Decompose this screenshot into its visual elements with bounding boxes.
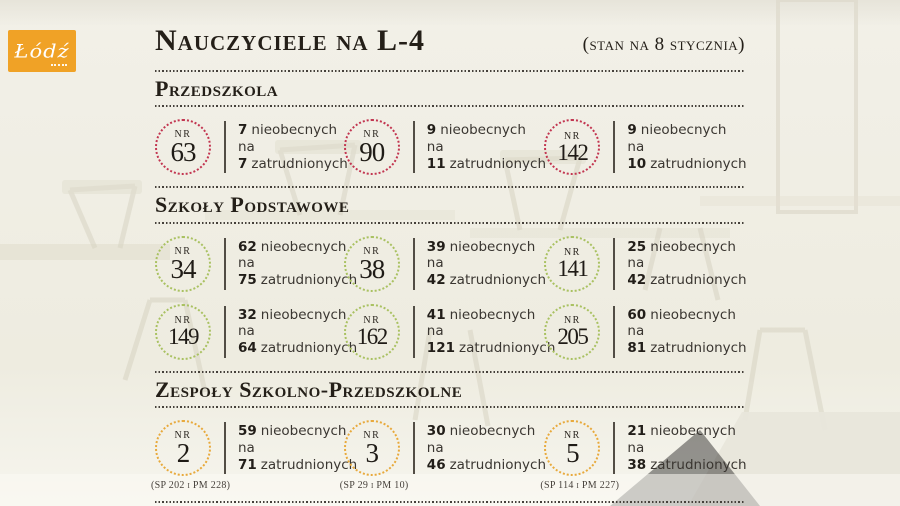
school-number-circle [344,420,400,476]
employed-count: 7 [238,156,248,173]
school-badge [544,304,600,360]
entry-divider [224,121,226,173]
na-label: na [627,439,645,456]
school-number: 3 [365,437,379,468]
absent-count: 21 [627,422,647,439]
employed-count: 64 [238,340,257,357]
school-badge [344,236,400,292]
school-number: 63 [170,137,196,168]
employed-count: 38 [627,456,647,473]
bottom-divider [155,501,745,503]
school-entry [544,229,745,297]
school-entry [155,297,358,365]
na-label: na [426,439,444,456]
page-subtitle: (stan na 8 stycznia) [582,34,745,55]
entry-stats [627,119,746,173]
absent-line [427,307,556,324]
entry-stats [427,119,546,173]
school-entry [155,112,348,180]
employed-line [427,272,546,289]
lodz-logo-text: Łódź [14,39,70,62]
absent-count: 59 [238,422,257,439]
school-number: 5 [566,437,579,468]
nr-label: NR [174,245,192,257]
entry-divider [613,306,615,358]
school-number-circle [155,236,211,292]
page-title: Nauczyciele na L-4 [155,24,426,57]
school-number-circle [544,304,600,360]
nr-label: NR [363,315,381,327]
employed-line [627,272,746,289]
absent-count: 39 [426,238,446,255]
school-badge [155,304,211,360]
school-badge [344,119,400,175]
absent-line [627,423,746,440]
employed-count: 11 [426,156,446,173]
absent-count: 60 [627,306,647,323]
school-units-caption: (SP 114 i PM 227) [540,479,620,491]
nr-label: NR [563,247,581,259]
section-entries [151,408,747,491]
school-number-circle [344,119,400,175]
school-entry [151,413,358,491]
section-2 [155,186,745,370]
na-label: na [238,439,255,456]
section-title: Szkoły Podstawowe [155,192,350,218]
na-label: na [627,255,645,272]
absent-line [627,307,746,324]
entry-divider [224,422,226,474]
nr-label: NR [174,315,192,327]
employed-line [238,272,357,289]
section-entries [155,107,745,186]
employed-count: 81 [627,340,647,357]
absent-count: 41 [426,306,446,323]
school-badge [544,236,600,292]
na-label: na [238,323,255,340]
employed-count: 10 [627,156,647,173]
school-entry [344,297,556,365]
na-label: na [627,139,645,156]
nr-label: NR [363,129,381,141]
section-title: Przedszkola [155,76,279,101]
school-units-caption: (SP 29 i PM 10) [339,479,409,491]
absent-label: nieobecnych [449,238,536,255]
absent-count: 7 [238,122,248,139]
school-entry [540,413,747,491]
lodz-logo [8,30,76,72]
employed-label: zatrudnionych [650,272,747,289]
school-badge [155,119,211,175]
school-number-circle [155,420,211,476]
school-badge [155,236,211,292]
employed-line [427,340,556,357]
nr-label: NR [563,315,581,327]
na-label: na [426,323,444,340]
na-label: na [426,139,444,156]
employed-label: zatrudnionych [260,272,358,289]
absent-count: 62 [238,238,257,255]
employed-line [238,340,357,357]
employed-line [427,457,546,474]
employed-count: 46 [426,456,446,473]
school-units-caption: (SP 202 i PM 228) [151,479,231,491]
entry-stats [427,420,546,474]
employed-line [627,457,746,474]
employed-count: 71 [238,456,257,473]
entry-divider [224,238,226,290]
absent-label: nieobecnych [640,122,727,139]
employed-line [627,156,746,173]
header [155,0,745,70]
na-label: na [238,255,255,272]
absent-line [427,122,546,139]
absent-line [238,122,348,139]
nr-label: NR [363,429,381,441]
employed-label: zatrudnionych [650,156,747,173]
absent-label: nieobecnych [449,422,536,439]
absent-line [627,239,746,256]
entry-stats [627,420,746,474]
section-title: Zespoły Szkolno-Przedszkolne [155,376,463,402]
entry-stats [238,236,357,290]
employed-line [627,340,746,357]
sections-container [151,70,747,491]
employed-count: 75 [238,272,257,289]
absent-label: nieobecnych [260,306,347,323]
employed-count: 42 [627,272,647,289]
nr-label: NR [563,131,581,143]
employed-label: zatrudnionych [260,340,358,357]
school-number-circle [544,420,600,476]
school-badge [339,420,409,491]
employed-line [238,457,357,474]
school-number: 142 [557,140,588,166]
section-top-divider [155,371,745,373]
lodz-logo-dots [51,64,67,66]
na-label: na [627,323,645,340]
entry-stats [238,420,357,474]
absent-label: nieobecnych [251,122,338,139]
absent-count: 30 [426,422,446,439]
section-1 [155,70,745,186]
entry-divider [413,422,415,474]
school-entry [339,413,547,491]
entry-divider [413,306,415,358]
employed-label: zatrudnionych [458,340,556,357]
absent-label: nieobecnych [650,422,736,439]
employed-line [427,156,546,173]
school-number: 205 [557,324,588,350]
school-number: 162 [356,324,387,350]
content-column [151,0,747,503]
section-entries [155,224,745,371]
absent-label: nieobecnych [449,306,536,323]
absent-line [427,239,546,256]
nr-label: NR [174,429,192,441]
school-entry [344,229,545,297]
section-top-divider [155,70,745,72]
absent-line [238,239,357,256]
absent-label: nieobecnych [260,238,347,255]
entry-divider [613,422,615,474]
absent-label: nieobecnych [440,122,526,139]
employed-count: 42 [426,272,446,289]
nr-label: NR [563,429,581,441]
school-entry [544,112,745,180]
school-number: 34 [170,253,196,284]
school-number: 149 [168,324,198,350]
nr-label: NR [363,245,381,257]
absent-count: 9 [627,122,637,139]
absent-label: nieobecnych [650,306,736,323]
school-number: 141 [557,256,588,282]
absent-line [238,307,357,324]
section-3 [151,371,747,491]
na-label: na [426,255,444,272]
employed-label: zatrudnionych [449,456,547,473]
absent-count: 9 [426,122,437,139]
school-entry [344,112,545,180]
school-number: 38 [359,253,385,284]
entry-stats [427,304,556,358]
employed-line [238,156,348,173]
school-badge [151,420,231,491]
absent-line [627,122,746,139]
school-number: 90 [359,137,385,168]
absent-count: 25 [627,238,647,255]
absent-label: nieobecnych [260,422,347,439]
employed-label: zatrudnionych [650,456,747,473]
school-number: 2 [176,437,190,468]
school-number-circle [544,119,600,175]
school-badge [344,304,400,360]
entry-divider [413,238,415,290]
school-entry [155,229,358,297]
entry-stats [627,304,746,358]
absent-line [427,423,546,440]
section-top-divider [155,186,745,188]
school-number-circle [544,236,600,292]
employed-count: 121 [426,340,455,357]
employed-label: zatrudnionych [650,340,747,357]
nr-label: NR [174,129,192,141]
school-entry [544,297,745,365]
entry-divider [613,238,615,290]
school-number-circle [344,236,400,292]
entry-divider [224,306,226,358]
entry-stats [238,304,357,358]
school-badge [540,420,620,491]
employed-label: zatrudnionych [251,156,348,173]
entry-divider [413,121,415,173]
absent-count: 32 [238,306,257,323]
school-badge [544,119,600,175]
entry-divider [613,121,615,173]
absent-line [238,423,357,440]
entry-stats [427,236,546,290]
employed-label: zatrudnionych [449,156,547,173]
absent-label: nieobecnych [650,238,736,255]
employed-label: zatrudnionych [449,272,547,289]
school-number-circle [344,304,400,360]
entry-stats [627,236,746,290]
entry-stats [238,119,348,173]
na-label: na [238,139,255,156]
employed-label: zatrudnionych [260,456,358,473]
school-number-circle [155,304,211,360]
school-number-circle [155,119,211,175]
